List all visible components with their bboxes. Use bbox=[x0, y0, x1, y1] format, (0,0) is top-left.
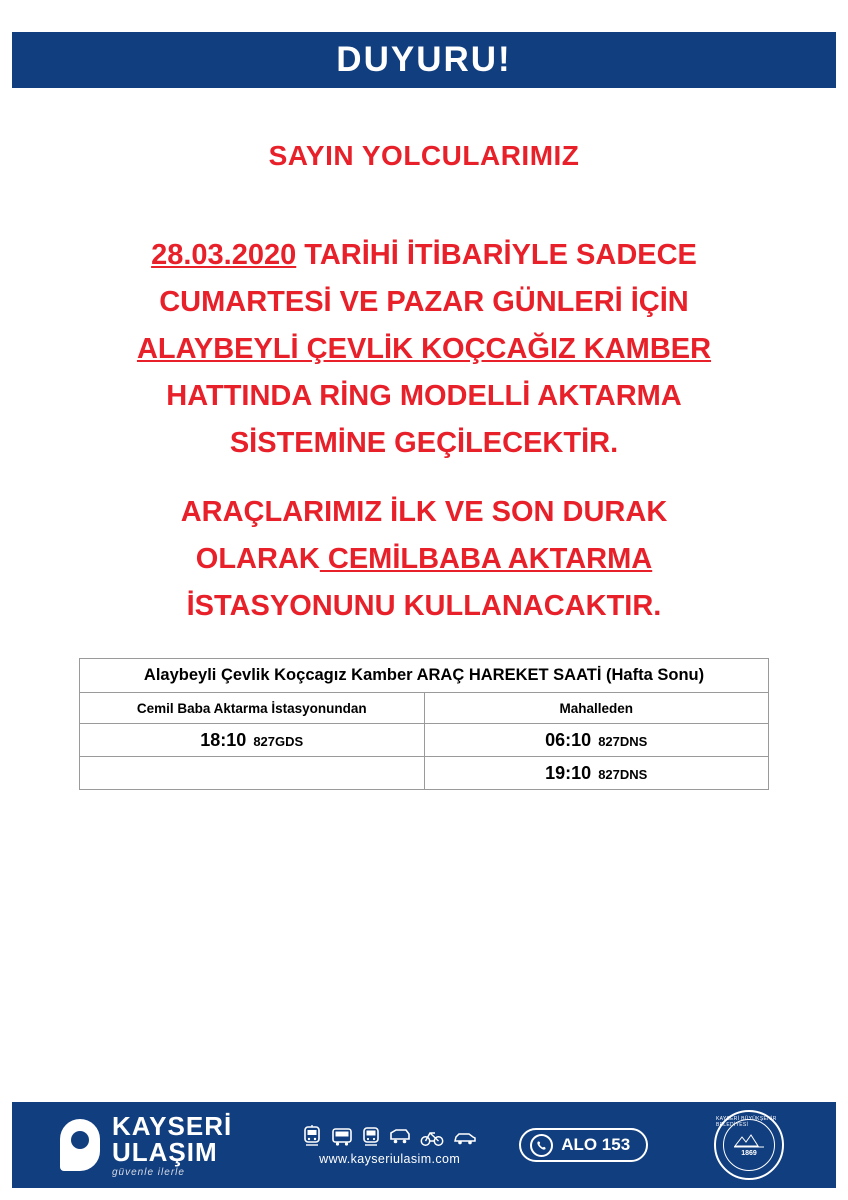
paragraph1-line1-rest: TARİHİ İTİBARİYLE SADECE bbox=[296, 239, 697, 271]
departure-cell-neighborhood-2 bbox=[424, 757, 769, 790]
departure-code: 827DNS bbox=[598, 766, 648, 782]
website-url[interactable]: www.kayseriulasim.com bbox=[319, 1151, 461, 1166]
paragraph2-line3: İSTASYONUNU KULLANACAKTIR. bbox=[186, 590, 662, 622]
minibus-icon bbox=[389, 1125, 411, 1147]
brand-slogan: güvenle ilerle bbox=[112, 1166, 185, 1178]
brand-line-2: ULAŞIM bbox=[112, 1136, 218, 1167]
schedule-table-title: Alaybeyli Çevlik Koçcagız Kamber ARAÇ HAREKET SAATİ (Hafta Sonu) bbox=[80, 659, 769, 693]
map-pin-icon bbox=[60, 1119, 100, 1171]
brand-line-1: KAYSERİ bbox=[112, 1110, 233, 1141]
paragraph2-line1: ARAÇLARIMIZ İLK VE SON DURAK bbox=[180, 496, 668, 528]
transfer-station-name: CEMİLBABA AKTARMA bbox=[319, 543, 653, 575]
footer-banner bbox=[12, 1102, 836, 1188]
transport-mode-icons bbox=[302, 1125, 477, 1147]
departure-cell-station-1 bbox=[80, 724, 425, 757]
schedule-table bbox=[79, 658, 769, 790]
salutation-text: SAYIN YOLCULARIMIZ bbox=[268, 140, 580, 171]
announcement-body bbox=[0, 100, 848, 790]
car-icon bbox=[453, 1129, 477, 1147]
announcement-paragraph-1 bbox=[0, 232, 848, 467]
departure-time: 06:10 bbox=[545, 729, 592, 750]
paragraph1-line2: CUMARTESİ VE PAZAR GÜNLERİ İÇİN bbox=[159, 286, 689, 318]
kayseri-ulasim-logo bbox=[60, 1110, 233, 1178]
table-title-row bbox=[80, 659, 769, 693]
paragraph1-line4: HATTINDA RİNG MODELLİ AKTARMA bbox=[166, 380, 682, 412]
transport-modes-and-website bbox=[302, 1125, 477, 1166]
seal-year: 1869 bbox=[741, 1149, 757, 1157]
announcement-header-banner bbox=[12, 32, 836, 88]
seal-ring-text: KAYSERİ BÜYÜKŞEHİR BELEDİYESİ bbox=[716, 1116, 777, 1128]
departure-time: 18:10 bbox=[200, 729, 247, 750]
column-header-from-neighborhood: Mahalleden bbox=[424, 693, 769, 724]
announcement-paragraph-2 bbox=[0, 489, 848, 630]
phone-icon bbox=[530, 1134, 553, 1157]
table-row bbox=[80, 724, 769, 757]
bicycle-icon bbox=[420, 1127, 444, 1147]
mountain-icon bbox=[734, 1132, 764, 1148]
departure-time: 19:10 bbox=[545, 762, 592, 783]
schedule-table-wrapper bbox=[79, 658, 769, 790]
bus-icon bbox=[331, 1125, 353, 1147]
page-title: DUYURU! bbox=[336, 40, 512, 79]
tram-icon bbox=[302, 1125, 322, 1147]
departure-cell-station-2 bbox=[80, 757, 425, 790]
departure-cell-neighborhood-1 bbox=[424, 724, 769, 757]
effective-date: 28.03.2020 bbox=[151, 239, 297, 271]
train-icon bbox=[362, 1125, 380, 1147]
paragraph1-line5: SİSTEMİNE GEÇİLECEKTİR. bbox=[229, 427, 619, 459]
paragraph2-line2-pre: OLARAK bbox=[195, 543, 320, 575]
municipality-seal-icon bbox=[714, 1110, 784, 1180]
departure-code: 827GDS bbox=[253, 733, 304, 749]
column-header-from-station: Cemil Baba Aktarma İstasyonundan bbox=[80, 693, 425, 724]
route-name: ALAYBEYLİ ÇEVLİK KOÇCAĞIZ KAMBER bbox=[136, 333, 712, 365]
hotline-label: ALO 153 bbox=[561, 1135, 631, 1154]
hotline-badge[interactable] bbox=[519, 1128, 648, 1162]
brand-text bbox=[112, 1110, 233, 1178]
table-header-row bbox=[80, 693, 769, 724]
table-row bbox=[80, 757, 769, 790]
departure-code: 827DNS bbox=[598, 733, 648, 749]
